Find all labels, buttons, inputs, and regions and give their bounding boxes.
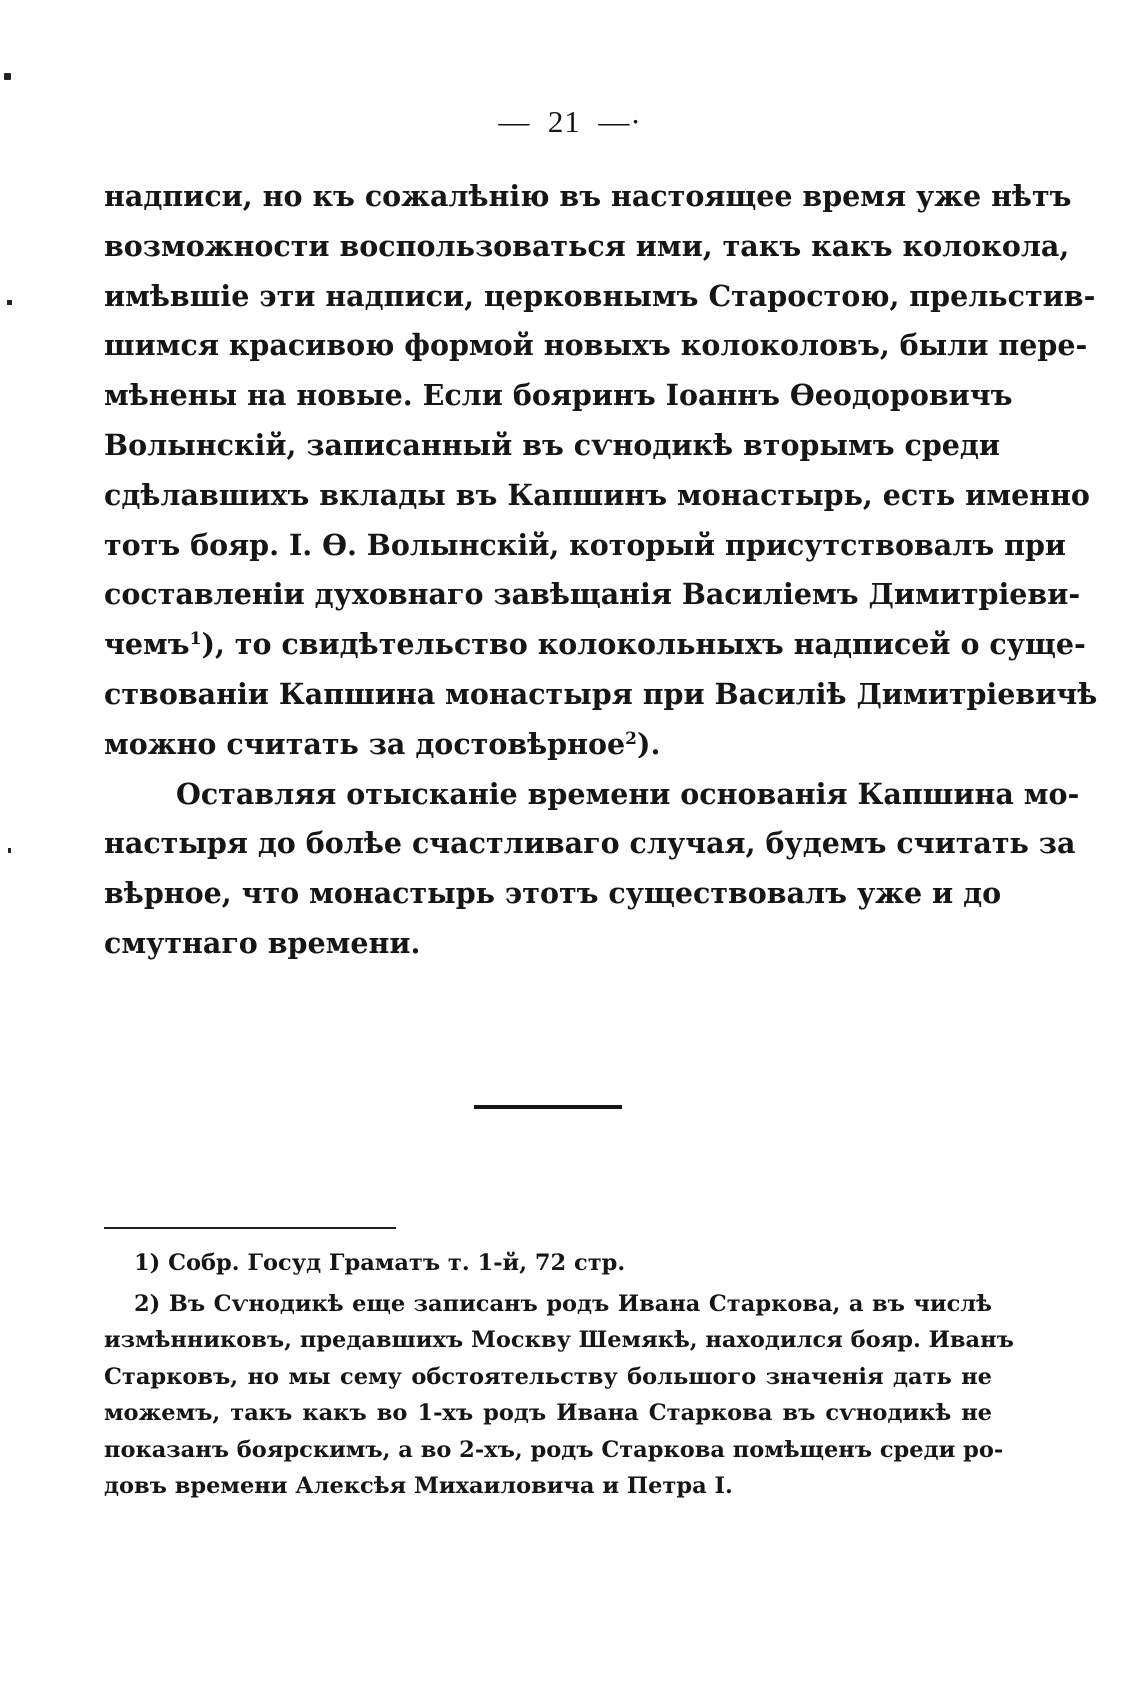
text-line: Волынскій, записанный въ сѵнодикѣ вторымъ среди: [104, 427, 1001, 462]
main-text: [104, 172, 1098, 969]
footnote-ref-1: 1: [189, 629, 202, 650]
text-line: составленіи духовнаго завѣщанія Василіемъ Димитріеви-: [104, 577, 1081, 612]
text-line: сдѣлавшихъ вклады въ Капшинъ монастырь, есть именно: [104, 477, 1090, 512]
text-line: ствованіи Капшина монастыря при Василіѣ Димитріевичѣ: [104, 676, 1098, 711]
text-line: [104, 620, 1086, 670]
text-line: вѣрное, что монастырь этотъ существовалъ уже и до: [104, 876, 1002, 911]
text-line: настыря до болѣе счастливаго случая, будемъ считать за: [104, 826, 1076, 861]
text-fragment: чемъ: [104, 627, 190, 662]
footnote-2-line: показанъ боярскимъ, а во 2-хъ, родъ Старкова помѣщенъ среди ро-: [104, 1436, 1004, 1463]
page-number-value: 21: [547, 104, 581, 139]
scan-mark: [7, 300, 12, 305]
text-line: тотъ бояр. І. Ѳ. Волынскій, который присутствовалъ при: [104, 527, 1067, 562]
footnote-2-line: Старковъ, но мы сему обстоятельству большого значенія дать не: [104, 1363, 992, 1390]
text-fragment: можно считать за достовѣрное: [104, 726, 626, 761]
footnote-2-line: можемъ, такъ какъ во 1-хъ родъ Ивана Старкова въ сѵнодикѣ не: [104, 1400, 992, 1426]
page-number: [0, 104, 1140, 140]
text-fragment: ), то свидѣтельство колокольныхъ надписей о суще-: [201, 627, 1086, 662]
text-fragment: ).: [636, 726, 661, 761]
text-line: мѣнены на новые. Если бояринъ Іоаннъ Ѳеодоровичъ: [104, 378, 1013, 413]
footnote-ref-2: 2: [625, 728, 637, 749]
text-line: имѣвшіе эти надписи, церковнымъ Старостою, прельстив-: [104, 278, 1096, 313]
footnote-2-line: довъ времени Алексѣя Михаиловича и Петра I.: [104, 1473, 733, 1499]
scan-mark: [8, 848, 11, 853]
text-line: шимся красивою формой новыхъ колоколовъ, были пере-: [104, 328, 1088, 363]
footnote-2-line: измѣнниковъ, предавшихъ Москву Шемякѣ, находился бояр. Иванъ: [104, 1327, 1014, 1353]
section-end-rule: [474, 1105, 622, 1109]
footnote-separator: [104, 1227, 396, 1229]
page-number-dash-left: —: [498, 104, 531, 139]
text-line: [104, 720, 992, 770]
footnote-2-line: 2) Въ Сѵнодикѣ еще записанъ родъ Ивана Старкова, а въ числѣ: [134, 1290, 992, 1317]
footnote-1: 1) Собр. Госуд Граматъ т. 1-й, 72 стр.: [134, 1250, 626, 1276]
text-line: надписи, но къ сожалѣнію въ настоящее время уже нѣтъ: [104, 179, 1072, 213]
text-line: Оставляя отысканіе времени основанія Капшина мо-: [176, 776, 1080, 811]
text-line: смутнаго времени.: [104, 925, 421, 960]
text-line: возможности воспользоваться ими, такъ какъ колокола,: [104, 228, 1070, 263]
scan-mark: [4, 73, 11, 80]
footnotes: [104, 1245, 1014, 1505]
page-number-dash-right: —·: [598, 104, 642, 139]
